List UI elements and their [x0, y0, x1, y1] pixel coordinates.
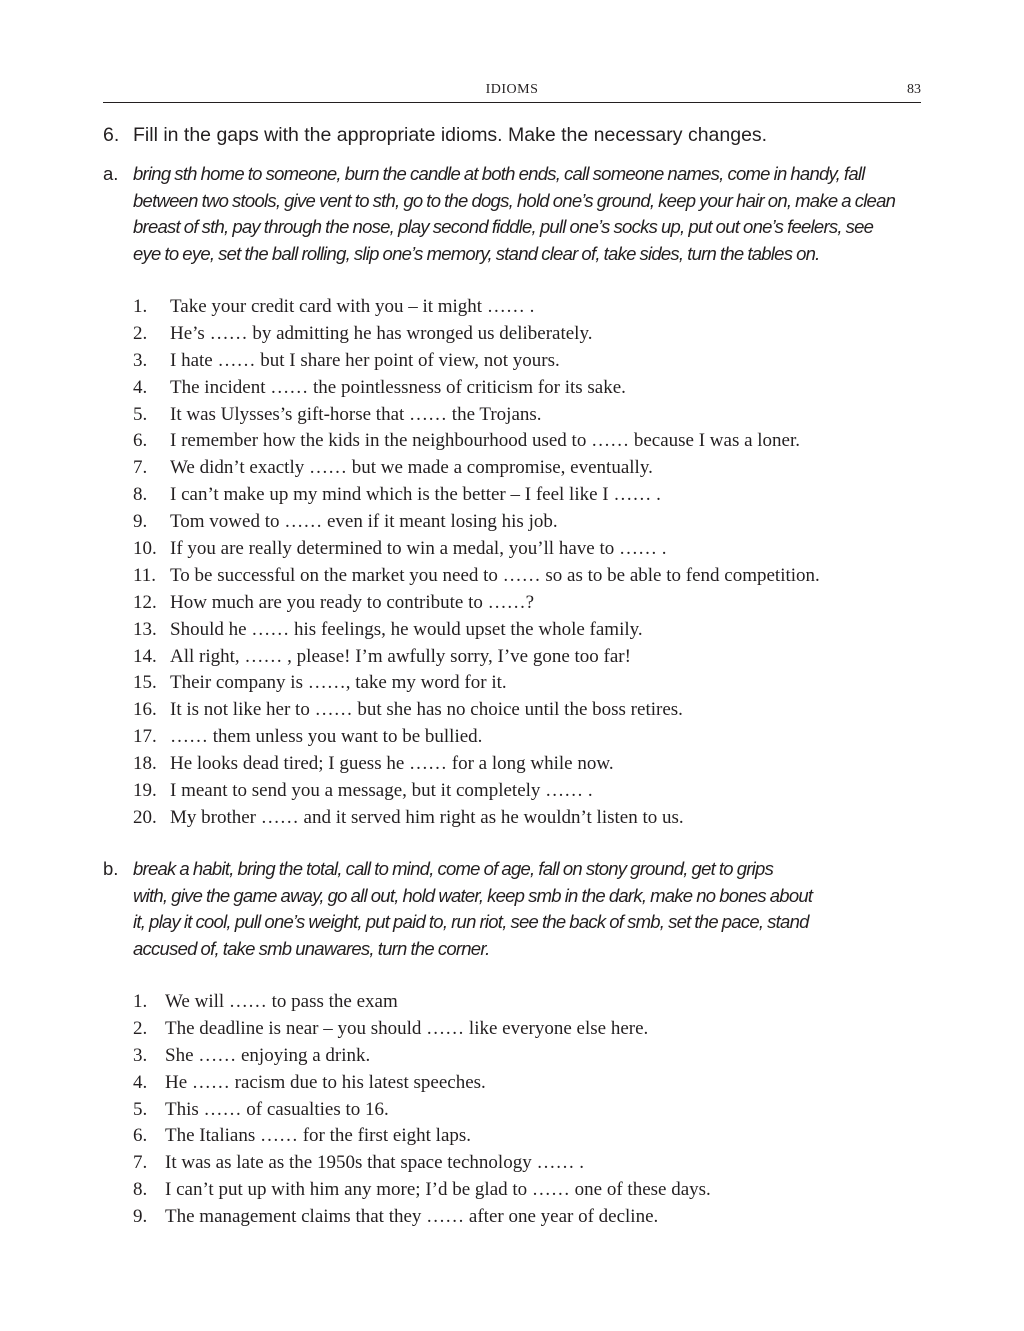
- idiom-list-line: break a habit, bring the total, call to mind, come of age, fall on stony ground, get to grips: [133, 858, 774, 879]
- idiom-list-line: between two stools, give vent to sth, go to the dogs, hold one’s ground, keep your hair on, make a clean: [133, 189, 896, 211]
- item-number: 2.: [133, 1017, 148, 1039]
- item-number: 7.: [133, 1152, 148, 1174]
- item-number: 10.: [133, 538, 157, 560]
- item-number: 9.: [133, 511, 148, 533]
- item-number: 1.: [133, 296, 148, 317]
- item-number: 18.: [133, 753, 157, 775]
- item-number: 12.: [133, 591, 157, 613]
- item-sentence: The management claims that they …… after one year of decline.: [165, 1206, 659, 1228]
- page-number: 83: [907, 82, 921, 97]
- item-sentence: Tom vowed to …… even if it meant losing his job.: [170, 511, 558, 533]
- item-sentence: This …… of casualties to 16.: [165, 1098, 389, 1120]
- item-sentence: I remember how the kids in the neighbourhood used to …… because I was a loner.: [170, 430, 801, 452]
- item-number: 5.: [133, 1098, 148, 1120]
- item-sentence: She …… enjoying a drink.: [165, 1044, 371, 1066]
- item-sentence: Should he …… his feelings, he would upset the whole family.: [170, 618, 643, 640]
- item-number: 14.: [133, 645, 157, 667]
- item-number: 4.: [133, 376, 148, 398]
- item-sentence: If you are really determined to win a medal, you’ll have to …… .: [170, 538, 667, 560]
- item-sentence: Their company is ……, take my word for it.: [170, 672, 507, 694]
- item-sentence: The Italians …… for the first eight laps.: [165, 1125, 472, 1147]
- idiom-list-line: bring sth home to someone, burn the candle at both ends, call someone names, come in handy, fall: [133, 163, 865, 184]
- item-number: 6.: [133, 1125, 148, 1147]
- item-number: 8.: [133, 484, 148, 506]
- header-title: IDIOMS: [485, 82, 539, 97]
- item-number: 2.: [133, 322, 148, 344]
- item-sentence: I meant to send you a message, but it completely …… .: [170, 780, 593, 802]
- item-sentence: All right, …… , please! I’m awfully sorry, I’ve gone too far!: [170, 645, 631, 667]
- idiom-list-line: accused of, take smb unawares, turn the corner.: [133, 937, 490, 959]
- item-number: 8.: [133, 1179, 148, 1201]
- section-label-b: b.: [103, 858, 119, 879]
- item-sentence: We didn’t exactly …… but we made a compromise, eventually.: [170, 457, 653, 479]
- item-number: 7.: [133, 457, 148, 479]
- idiom-list-line: eye to eye, set the ball rolling, slip one’s memory, stand clear of, take sides, turn the tables on.: [133, 242, 820, 264]
- exercise-number: 6.: [103, 124, 120, 146]
- item-number: 6.: [133, 430, 148, 452]
- item-sentence: How much are you ready to contribute to ……?: [170, 591, 535, 613]
- idiom-list-line: breast of sth, pay through the nose, play second fiddle, pull one’s socks up, put out one’s feelers, see: [133, 216, 874, 237]
- item-sentence: The deadline is near – you should …… like everyone else here.: [165, 1017, 649, 1039]
- item-sentence: To be successful on the market you need to …… so as to be able to fend competition.: [170, 564, 820, 586]
- item-sentence: The incident …… the pointlessness of criticism for its sake.: [170, 376, 626, 398]
- item-number: 15.: [133, 672, 157, 694]
- item-number: 9.: [133, 1206, 148, 1228]
- exercise-instruction: [103, 124, 767, 147]
- item-number: 19.: [133, 780, 157, 802]
- item-number: 3.: [133, 1044, 148, 1066]
- item-number: 17.: [133, 726, 157, 748]
- instruction-text: Fill in the gaps with the appropriate idioms. Make the necessary changes.: [133, 124, 768, 146]
- running-header: [103, 82, 921, 102]
- item-number: 20.: [133, 806, 157, 828]
- item-sentence: I can’t put up with him any more; I’d be glad to …… one of these days.: [165, 1179, 711, 1201]
- header-rule: [103, 102, 921, 103]
- item-sentence: My brother …… and it served him right as he wouldn’t listen to us.: [170, 806, 684, 828]
- item-sentence: It is not like her to …… but she has no choice until the boss retires.: [170, 699, 683, 721]
- item-number: 11.: [133, 564, 157, 586]
- idiom-box-b: [103, 856, 813, 962]
- section-label-a: a.: [103, 163, 119, 184]
- idiom-box-a: [103, 161, 896, 267]
- item-sentence: He looks dead tired; I guess he …… for a long while now.: [170, 753, 614, 775]
- item-sentence: He’s …… by admitting he has wronged us deliberately.: [170, 322, 593, 344]
- item-sentence: It was as late as the 1950s that space technology …… .: [165, 1152, 584, 1174]
- item-number: 16.: [133, 699, 157, 721]
- idiom-list-line: with, give the game away, go all out, hold water, keep smb in the dark, make no bones about: [133, 884, 813, 906]
- item-number: 4.: [133, 1071, 148, 1093]
- item-sentence: We will …… to pass the exam: [165, 991, 398, 1012]
- item-sentence: I hate …… but I share her point of view, not yours.: [170, 349, 560, 371]
- item-number: 5.: [133, 403, 148, 425]
- item-sentence: …… them unless you want to be bullied.: [170, 726, 483, 748]
- item-sentence: He …… racism due to his latest speeches.: [165, 1071, 486, 1093]
- item-number: 1.: [133, 991, 148, 1012]
- idiom-list-line: it, play it cool, pull one’s weight, put paid to, run riot, see the back of smb, set the pace, stand: [133, 911, 809, 932]
- item-number: 3.: [133, 349, 148, 371]
- item-sentence: It was Ulysses’s gift-horse that …… the Trojans.: [170, 403, 542, 425]
- item-number: 13.: [133, 618, 157, 640]
- item-sentence: Take your credit card with you – it might …… .: [170, 296, 535, 317]
- item-sentence: I can’t make up my mind which is the better – I feel like I …… .: [170, 484, 661, 506]
